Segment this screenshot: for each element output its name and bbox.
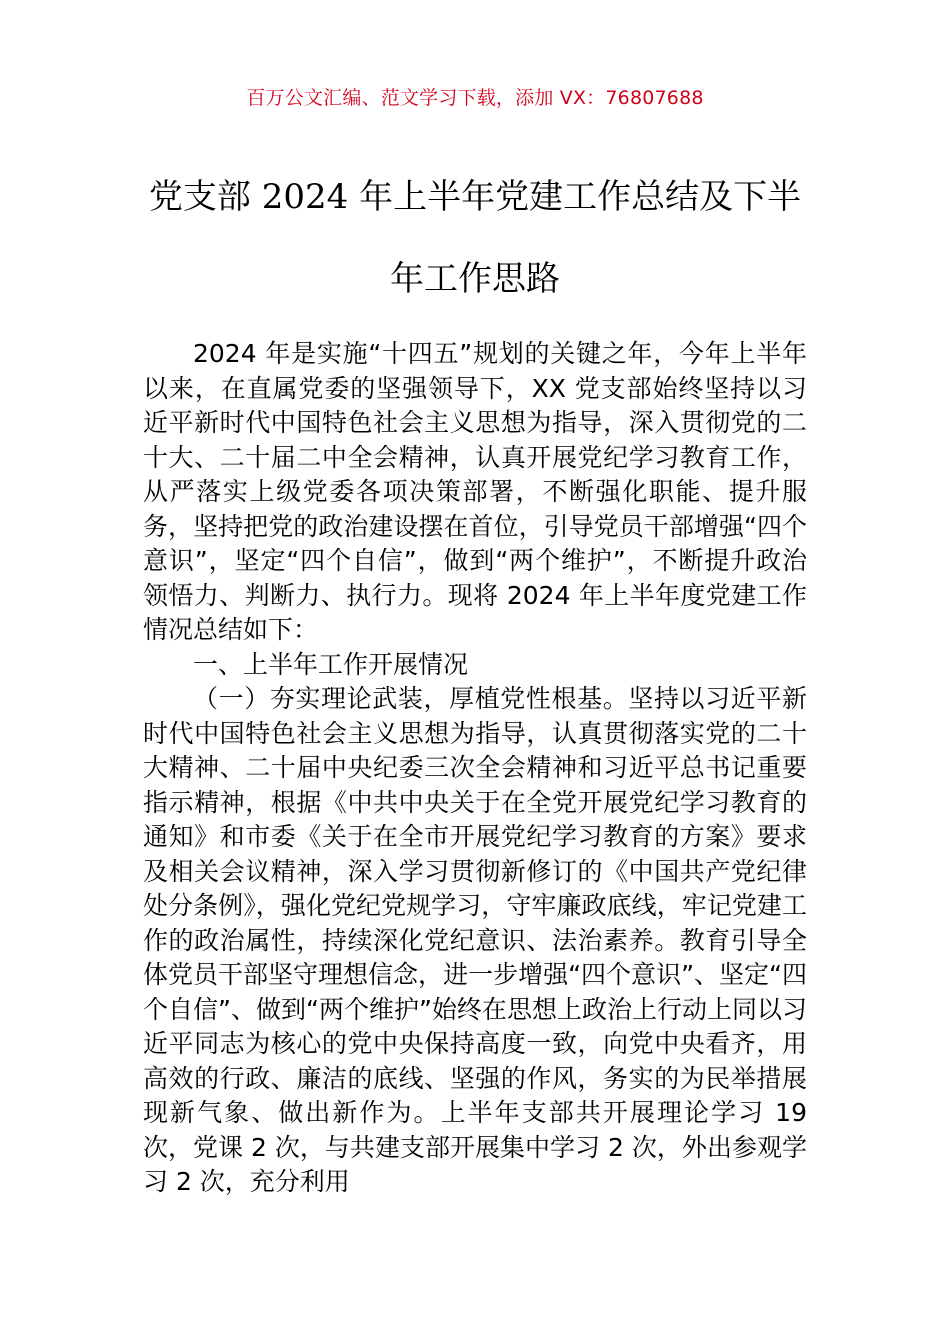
document-title: 党支部 2024 年上半年党建工作总结及下半年工作思路 [148, 177, 802, 299]
watermark-header: 百万公文汇编、范文学习下载，添加 VX：76807688 [246, 87, 704, 109]
document-body [143, 337, 807, 1200]
body-paragraph: （一）夯实理论武装，厚植党性根基。坚持以习近平新时代中国特色社会主义思想为指导，认真贯彻落实党的二十大精神、二十届中央纪委三次全会精神和习近平总书记重要指示精神，根据《中共中央关于在全党开展党纪学习教育的通知》和市委《关于在全市开展党纪学习教育的方案》要求及相关会议精神，深入学习贯彻新修订的《中国共产党纪律处分条例》，强化党纪党规学习，守牢廉政底线，牢记党建工作的政治属性，持续深化党纪意识、法治素养。教育引导全体党员干部坚守理想信念，进一步增强“四个意识”、坚定“四个自信”、做到“两个维护”始终在思想上政治上行动上同以习近平同志为核心的党中央保持高度一致，向党中央看齐，用高效的行政、廉洁的底线、坚强的作风，务实的为民举措展现新气象、做出新作为。上半年支部共开展理论学习 19 次，党课 2 次，与共建支部开展集中学习 2 次，外出参观学习 2 次，充分利用 [143, 684, 807, 1196]
intro-paragraph: 2024 年是实施“十四五”规划的关键之年，今年上半年以来，在直属党委的坚强领导下，XX 党支部始终坚持以习近平新时代中国特色社会主义思想为指导，深入贯彻党的二十大、二十届二中全会精神，认真开展党纪学习教育工作，从严落实上级党委各项决策部署，不断强化职能、提升服务，坚持把党的政治建设摆在首位，引导党员干部增强“四个意识”，坚定“四个自信”，做到“两个维护”，不断提升政治领悟力、判断力、执行力。现将 2024 年上半年度党建工作情况总结如下： [143, 339, 807, 644]
section-heading: 一、上半年工作开展情况 [193, 649, 469, 679]
